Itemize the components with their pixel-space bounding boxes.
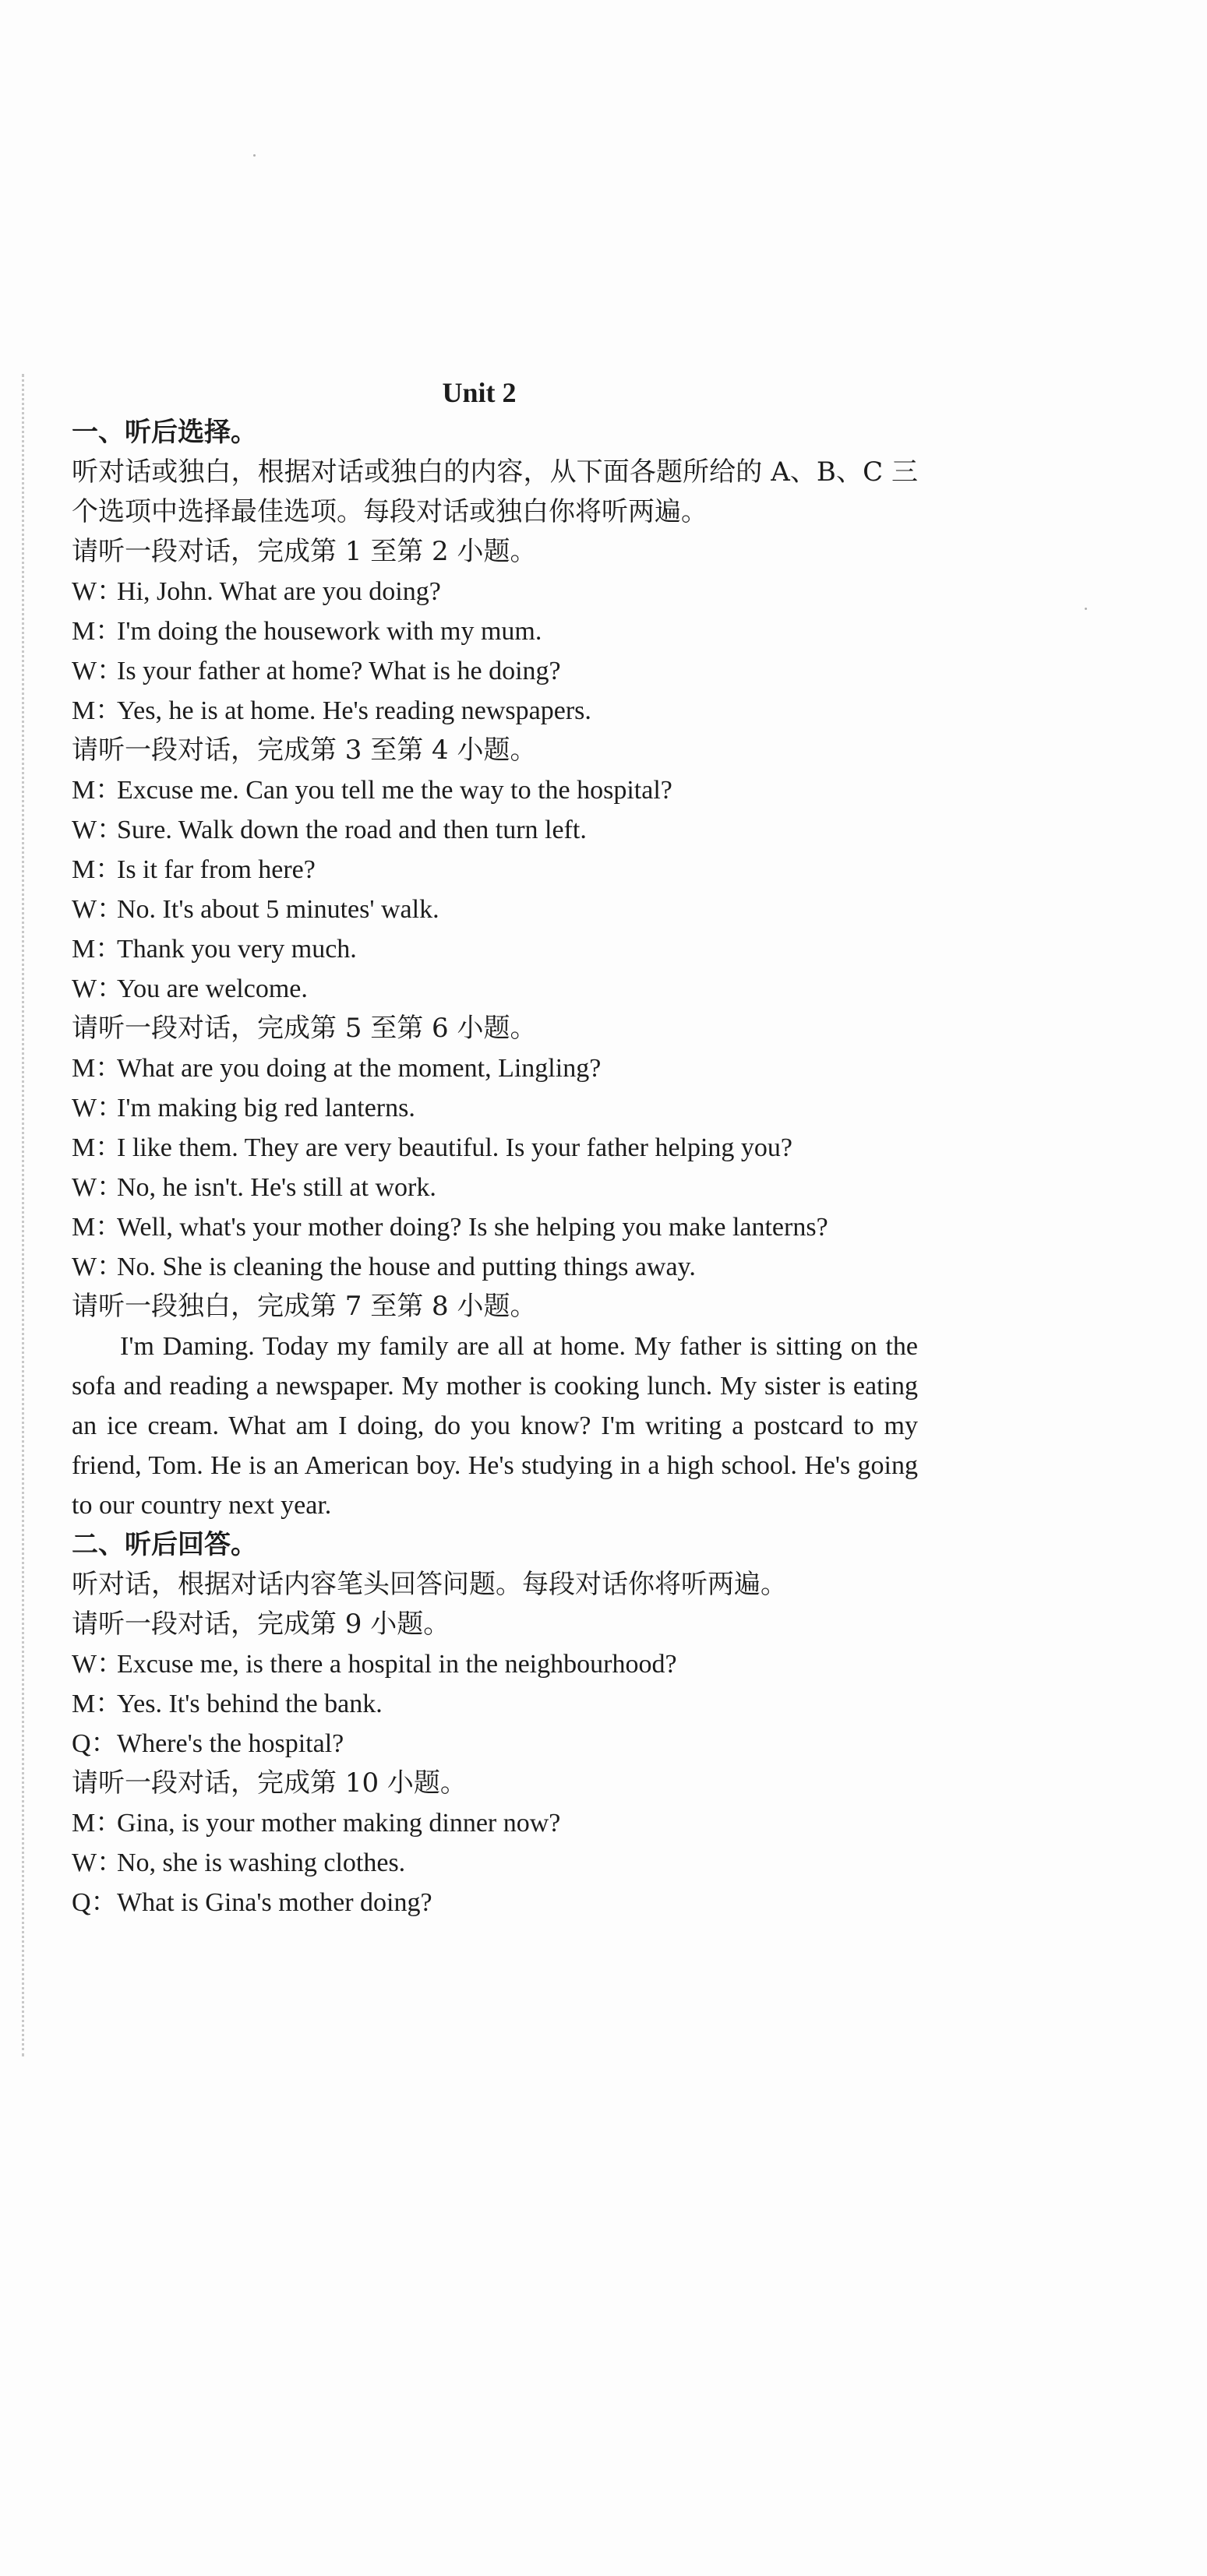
speaker-label: M：: [72, 1690, 122, 1718]
dialogue-line: [72, 1803, 918, 1843]
dialogue-text: What are you doing at the moment, Lingling?: [117, 1054, 602, 1083]
dialogue-line: [72, 1207, 918, 1247]
speaker-label: M：: [72, 617, 122, 646]
dialogue-text: Excuse me, is there a hospital in the neighbourhood?: [117, 1650, 677, 1679]
speaker-label: W：: [72, 577, 124, 606]
speaker-label: W：: [72, 1173, 124, 1202]
dialogue-text: You are welcome.: [117, 974, 308, 1003]
dialogue-text: Hi, John. What are you doing?: [117, 577, 441, 606]
speaker-label: W：: [72, 1094, 124, 1122]
speaker-label: M：: [72, 935, 122, 964]
section-2-instruction: 听对话，根据对话内容笔头回答问题。每段对话你将听两遍。: [72, 1569, 787, 1600]
dialogue-line: [72, 1168, 918, 1207]
binding-margin-line: [22, 374, 24, 2056]
speaker-label: W：: [72, 1253, 124, 1281]
dialogue-line: [72, 1048, 918, 1088]
dialogue-line: [72, 1247, 918, 1287]
dialogue-line: [72, 691, 918, 731]
speaker-label: W：: [72, 657, 124, 685]
dialogue-line: [72, 1684, 918, 1724]
dialogue-text: Gina, is your mother making dinner now?: [117, 1809, 561, 1838]
speaker-label: W：: [72, 1848, 124, 1877]
dialogue-text: No. It's about 5 minutes' walk.: [117, 895, 439, 924]
dialogue-text: I'm doing the housework with my mum.: [117, 617, 542, 646]
speaker-label: Q：: [72, 1888, 118, 1917]
dialogue-line: [72, 770, 918, 810]
dialogue-text: I like them. They are very beautiful. Is your father helping you?: [117, 1133, 793, 1162]
group-prompt: 请听一段对话，完成第 9 小题。: [72, 1609, 450, 1640]
question-text: Where's the hospital?: [117, 1729, 344, 1758]
dialogue-line: [72, 969, 918, 1009]
speaker-label: M：: [72, 1133, 122, 1162]
speaker-label: M：: [72, 1054, 122, 1083]
dialogue-line: [72, 810, 918, 850]
dialogue-line: [72, 611, 918, 651]
dialogue-line: [72, 1088, 918, 1128]
dialogue-text: No, she is washing clothes.: [117, 1848, 406, 1877]
question-text: What is Gina's mother doing?: [117, 1888, 432, 1917]
speaker-label: M：: [72, 1809, 122, 1838]
dialogue-text: No, he isn't. He's still at work.: [117, 1173, 436, 1202]
speaker-label: W：: [72, 895, 124, 924]
group-prompt: 请听一段对话，完成第 5 至第 6 小题。: [72, 1013, 537, 1044]
speaker-label: Q：: [72, 1729, 118, 1758]
dialogue-text: I'm making big red lanterns.: [117, 1094, 415, 1122]
dialogue-line: [72, 929, 918, 969]
dialogue-text: Thank you very much.: [117, 935, 357, 964]
dialogue-text: Yes. It's behind the bank.: [117, 1690, 383, 1718]
speaker-label: M：: [72, 696, 122, 725]
dialogue-text: Excuse me. Can you tell me the way to the hospital?: [117, 776, 672, 805]
speaker-label: W：: [72, 974, 124, 1003]
dialogue-text: Is it far from here?: [117, 855, 316, 884]
section-1-instruction: 听对话或独白，根据对话或独白的内容，从下面各题所给的 A、B、C 三个选项中选择最佳选项。每段对话或独白你将听两遍。: [72, 456, 918, 527]
speaker-label: M：: [72, 855, 122, 884]
unit-title: Unit 2: [442, 377, 517, 408]
scan-speck: [1085, 608, 1087, 610]
question-line: [72, 1724, 918, 1764]
dialogue-line: [72, 651, 918, 691]
section-2-heading: 二、听后回答。: [72, 1529, 257, 1560]
scan-speck: [253, 154, 256, 157]
dialogue-line: [72, 1644, 918, 1684]
speaker-label: W：: [72, 816, 124, 844]
dialogue-line: [72, 890, 918, 929]
speaker-label: W：: [72, 1650, 124, 1679]
speaker-label: M：: [72, 1213, 122, 1242]
dialogue-line: [72, 572, 918, 611]
group-prompt: 请听一段对话，完成第 1 至第 2 小题。: [72, 536, 537, 567]
dialogue-text: Sure. Walk down the road and then turn left.: [117, 816, 587, 844]
monologue-prompt: 请听一段独白，完成第 7 至第 8 小题。: [72, 1291, 537, 1322]
dialogue-text: No. She is cleaning the house and putting things away.: [117, 1253, 696, 1281]
dialogue-line: [72, 1128, 918, 1168]
dialogue-text: Well, what's your mother doing? Is she helping you make lanterns?: [117, 1213, 828, 1242]
dialogue-text: Is your father at home? What is he doing?: [117, 657, 561, 685]
dialogue-line: [72, 850, 918, 890]
question-line: [72, 1883, 918, 1922]
worksheet-content: [72, 372, 918, 1922]
section-1-heading: 一、听后选择。: [72, 417, 257, 448]
speaker-label: M：: [72, 776, 122, 805]
dialogue-line: [72, 1843, 918, 1883]
group-prompt: 请听一段对话，完成第 10 小题。: [72, 1767, 467, 1799]
dialogue-text: Yes, he is at home. He's reading newspapers.: [117, 696, 591, 725]
monologue-text: I'm Daming. Today my family are all at home. My father is sitting on the sofa and reading a newspaper. My mother is cooking lunch. My sister is eating an ice cream. What am I doing, do you know? I'm writing a postcard to my friend, Tom. He is an American boy. He's studying in a high school. He's going to our country next year.: [72, 1332, 918, 1520]
group-prompt: 请听一段对话，完成第 3 至第 4 小题。: [72, 735, 537, 766]
